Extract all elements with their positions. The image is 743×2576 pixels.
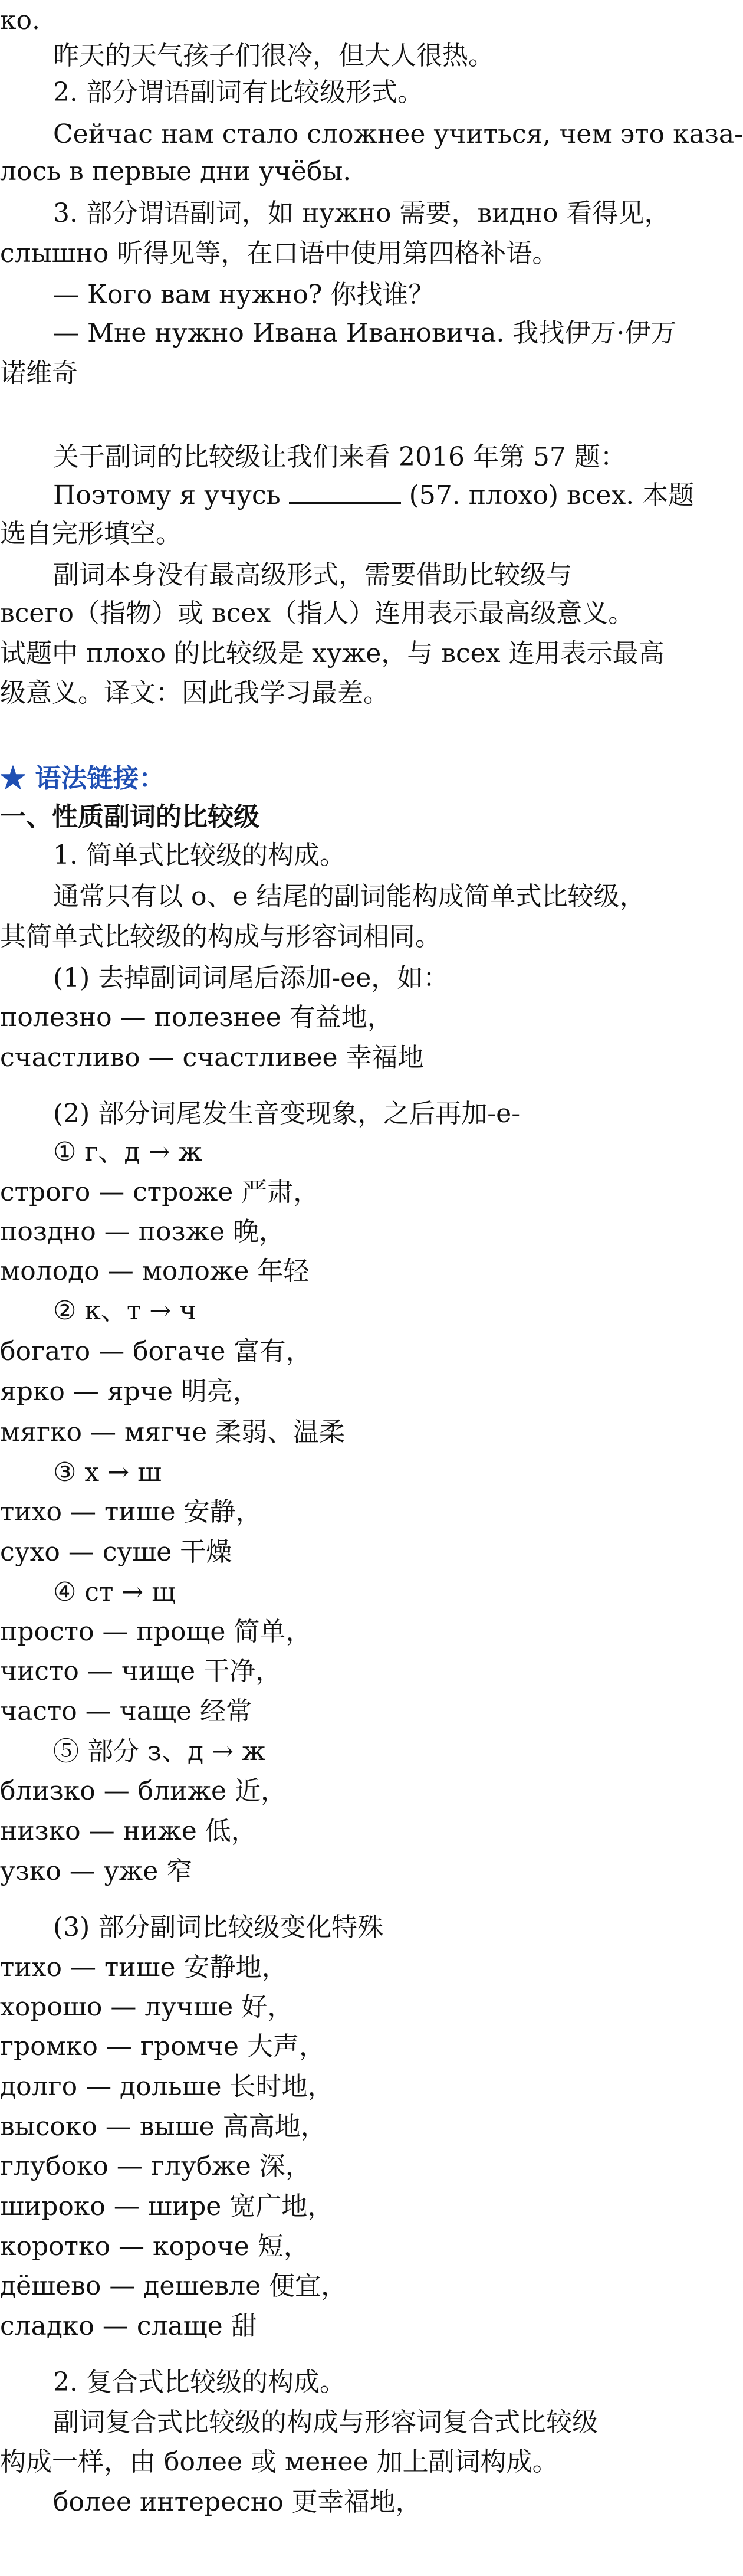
text-line: 构成一样，由 более 或 менее 加上副词构成。: [0, 2447, 558, 2477]
text-line: 试题中 плохо 的比较级是 хуже，与 всех 连用表示最高: [0, 638, 665, 668]
example-line: сладко — слаще 甜: [0, 2311, 257, 2341]
text-line: 选自完形填空。: [0, 519, 182, 549]
example-line: близко — ближе 近，: [0, 1776, 287, 1806]
section-heading: 一、性质副词的比较级: [0, 802, 259, 832]
example-line: часто — чаще 经常: [0, 1696, 252, 1726]
example-line: просто — проще 简单，: [0, 1617, 312, 1647]
example-line: полезно — полезнее 有益地，: [0, 1002, 393, 1033]
blank-prefix: Поэтому я учусь: [53, 480, 281, 510]
text-line: слышно 听得见等，在口语中使用第四格补语。: [0, 238, 558, 268]
example-line: богато — богаче 富有，: [0, 1336, 312, 1366]
rule-line: ② к、т → ч: [53, 1296, 197, 1326]
text-line: 诺维奇: [0, 358, 78, 388]
rule-line: ① г、д → ж: [53, 1137, 202, 1167]
text-line: 副词本身没有最高级形式，需要借助比较级与: [53, 560, 572, 590]
grammar-link-heading: [0, 758, 637, 799]
example-line: сухо — суше 干燥: [0, 1537, 232, 1567]
example-line: строго — строже 严肃，: [0, 1177, 320, 1207]
example-line: громко — громче 大声，: [0, 2031, 325, 2062]
text-line: 2. 部分谓语副词有比较级形式。: [53, 77, 423, 107]
text-line: — Кого вам нужно? 你找谁？: [53, 280, 435, 310]
example-line: глубоко — глубже 深，: [0, 2151, 311, 2181]
example-line: широко — шире 宽广地，: [0, 2191, 334, 2221]
example-line: высоко — выше 高高地，: [0, 2112, 327, 2142]
rule-line: ⑤ 部分 з、д → ж: [53, 1736, 266, 1767]
example-line: тихо — тише 安静，: [0, 1497, 262, 1527]
example-line: узко — уже 窄: [0, 1856, 193, 1886]
text-line: 级意义。译文：因此我学习最差。: [0, 678, 389, 708]
example-line: тихо — тише 安静地，: [0, 1952, 288, 1982]
example-line: хорошо — лучше 好，: [0, 1992, 294, 2022]
text-line: 3. 部分谓语副词，如 нужно 需要，видно 看得见，: [53, 198, 670, 228]
grammar-link-label: 语法链接：: [35, 763, 165, 794]
text-line: 关于副词的比较级让我们来看 2016 年第 57 题：: [53, 442, 626, 472]
example-line: поздно — позже 晚，: [0, 1217, 285, 1247]
text-line: лось в первые дни учёбы.: [0, 156, 351, 186]
example-line: низко — ниже 低，: [0, 1816, 257, 1846]
example-line: мягко — мягче 柔弱、温柔: [0, 1417, 346, 1447]
example-line: долго — дольше 长时地，: [0, 2072, 334, 2102]
text-line: 2. 复合式比较级的构成。: [53, 2367, 346, 2397]
answer-blank: [289, 479, 401, 504]
rule-line: ③ х → ш: [53, 1457, 162, 1487]
example-line: чисто — чище 干净，: [0, 1656, 282, 1686]
text-line: всего（指物）或 всех（指人）连用表示最高级意义。: [0, 598, 634, 628]
text-line: ко.: [0, 5, 40, 35]
text-line: (2) 部分词尾发生音变现象，之后再加-е-: [53, 1099, 521, 1129]
star-icon: ★: [0, 763, 26, 794]
text-line: Сейчас нам стало сложнее учиться, чем это каза-: [53, 119, 743, 149]
text-line: 昨天的天气孩子们很冷，但大人很热。: [53, 41, 494, 71]
example-line: счастливо — счастливее 幸福地: [0, 1043, 424, 1073]
blank-suffix: (57. плохо) всех. 本题: [409, 480, 695, 510]
example-line: молодо — моложе 年轻: [0, 1256, 310, 1286]
text-line: (1) 去掉副词词尾后添加-ее，如：: [53, 963, 449, 993]
text-line: (3) 部分副词比较级变化特殊: [53, 1912, 384, 1942]
fill-in-blank-line: [0, 475, 695, 516]
rule-line: ④ ст → щ: [53, 1577, 176, 1607]
example-line: дёшево — дешевле 便宜，: [0, 2271, 347, 2301]
text-line: — Мне нужно Ивана Ивановича. 我找伊万·伊万: [53, 318, 677, 348]
text-line: 1. 简单式比较级的构成。: [53, 840, 346, 870]
text-line: 副词复合式比较级的构成与形容词复合式比较级: [53, 2407, 598, 2437]
example-line: ярко — ярче 明亮，: [0, 1377, 259, 1407]
text-line: 通常只有以 о、е 结尾的副词能构成简单式比较级，: [53, 881, 646, 912]
text-line: 其简单式比较级的构成与形容词相同。: [0, 922, 441, 952]
example-line: более интересно 更幸福地，: [53, 2487, 422, 2517]
example-line: коротко — короче 短，: [0, 2231, 310, 2262]
